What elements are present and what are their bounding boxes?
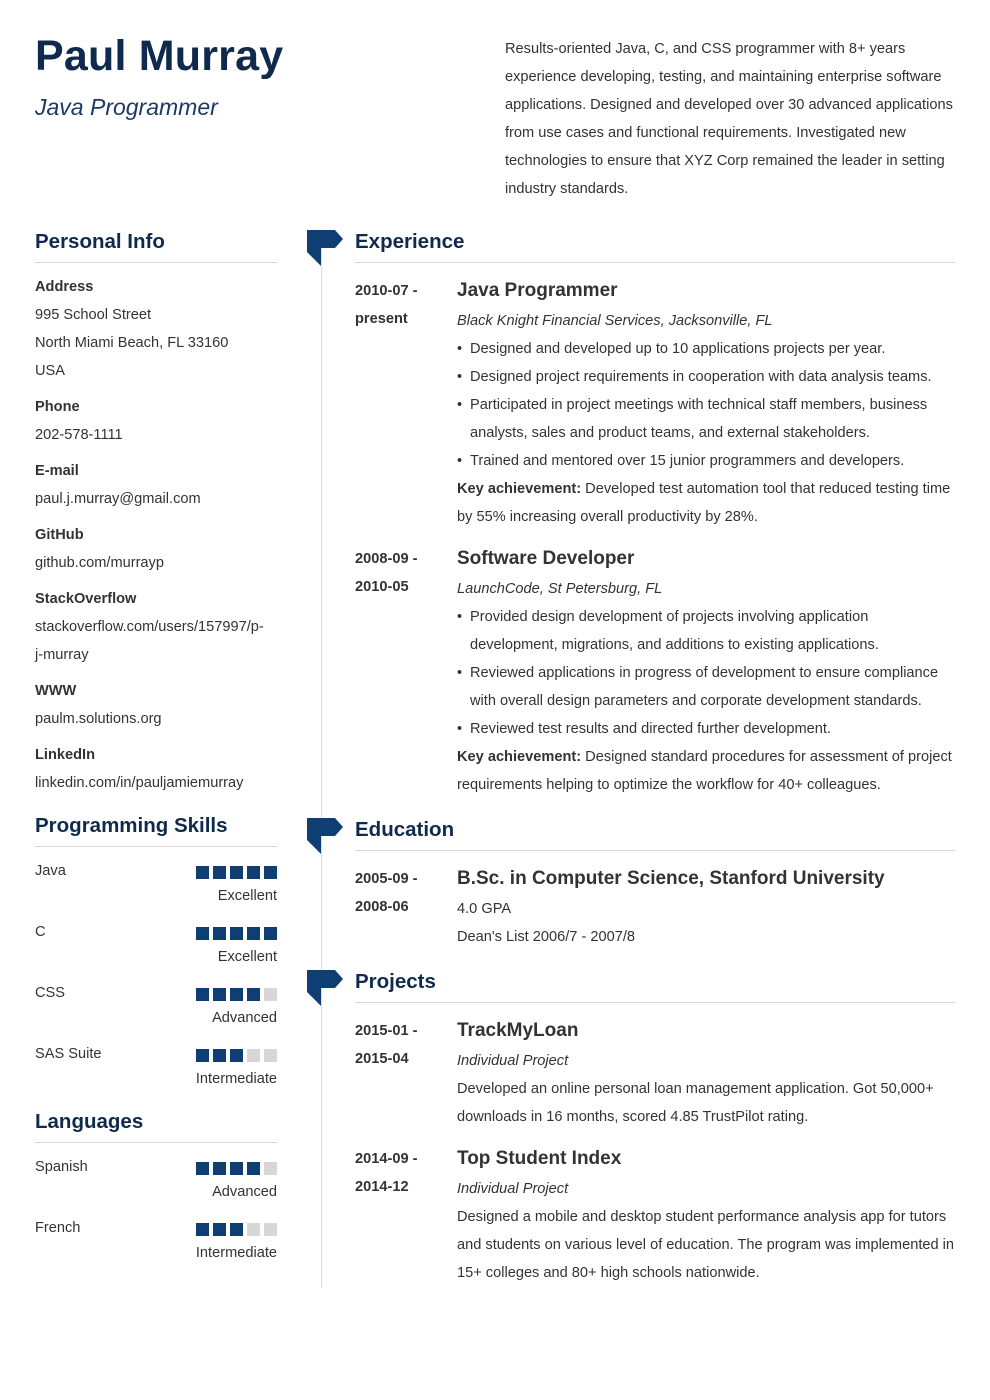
- skill-rating: [196, 927, 277, 940]
- projects-section: [355, 970, 955, 1003]
- project-type: Individual Project: [457, 1053, 569, 1069]
- rating-square-empty: [264, 988, 277, 1001]
- skill-level: Excellent: [217, 888, 277, 904]
- stackoverflow-link-line-1[interactable]: stackoverflow.com/users/157997/p-: [35, 619, 264, 635]
- date-end: present: [355, 311, 408, 327]
- personal-info-list: [35, 273, 277, 797]
- personal-info-section: [35, 230, 277, 263]
- language-name: French: [35, 1220, 81, 1236]
- summary-text: Results-oriented Java, C, and CSS programmer with 8+ years experience developing, testing, and maintaining enterprise software applications. Designed and developed over 30 advanced applications from use cases and functional requirements. Investigated new technologies to ensure that XYZ Corp remained the leader in setting industry standards.: [505, 41, 953, 197]
- education-flag-icon: [307, 818, 343, 854]
- rating-square-filled: [230, 988, 243, 1001]
- skill-item: [35, 983, 277, 1039]
- rating-square-filled: [247, 927, 260, 940]
- stackoverflow-label: StackOverflow: [35, 591, 137, 607]
- key-achievement-text: Designed standard procedures for assessment of project requirements helping to optimize the workflow for 40+ colleagues.: [457, 749, 952, 793]
- entry-body: [457, 1017, 955, 1131]
- rating-square-filled: [196, 1162, 209, 1175]
- gpa: 4.0 GPA: [457, 901, 512, 917]
- skill-name: SAS Suite: [35, 1046, 102, 1062]
- stackoverflow-link-line-2[interactable]: j-murray: [35, 647, 89, 663]
- rating-square-filled: [264, 927, 277, 940]
- projects-title: Projects: [355, 970, 436, 993]
- section-divider: [355, 262, 955, 263]
- date-end: 2010-05: [355, 579, 409, 595]
- candidate-role: Java Programmer: [35, 94, 218, 120]
- job-title: Java Programmer: [457, 280, 618, 301]
- languages-list: [35, 1157, 277, 1277]
- duties-list: [457, 603, 955, 743]
- www-label: WWW: [35, 683, 77, 699]
- key-achievement: [457, 475, 955, 531]
- entry-date: [355, 1017, 445, 1073]
- section-divider: [355, 1002, 955, 1003]
- github-label: GitHub: [35, 527, 84, 543]
- rating-square-filled: [196, 927, 209, 940]
- rating-square-filled: [247, 866, 260, 879]
- language-item: [35, 1218, 277, 1274]
- company: LaunchCode, St Petersburg, FL: [457, 581, 663, 597]
- language-rating: [196, 1162, 277, 1175]
- degree-title: B.Sc. in Computer Science, Stanford University: [457, 868, 885, 889]
- duty-item: • Participated in project meetings with technical staff members, business analysts, sales and product teams, and external stakeholders.: [457, 391, 955, 447]
- www-link[interactable]: paulm.solutions.org: [35, 711, 162, 727]
- rating-square-filled: [230, 927, 243, 940]
- key-achievement: [457, 743, 955, 799]
- skill-item: [35, 922, 277, 978]
- key-achievement-text: Developed test automation tool that reduced testing time by 55% increasing overall productivity by 28%.: [457, 481, 951, 525]
- duty-item: • Trained and mentored over 15 junior programmers and developers.: [457, 447, 955, 475]
- skill-name: C: [35, 924, 46, 940]
- rating-square-filled: [213, 1162, 226, 1175]
- address-line-2: North Miami Beach, FL 33160: [35, 335, 229, 351]
- education-title: Education: [355, 818, 455, 841]
- duty-item: • Designed project requirements in cooperation with data analysis teams.: [457, 363, 955, 391]
- language-name: Spanish: [35, 1159, 88, 1175]
- candidate-name: Paul Murray: [35, 32, 284, 80]
- address-line-1: 995 School Street: [35, 307, 152, 323]
- rating-square-filled: [196, 988, 209, 1001]
- skill-level: Intermediate: [195, 1071, 277, 1087]
- timeline-line: [321, 243, 322, 1288]
- duty-item: • Provided design development of projects involving application development, migrations, and additions to existing applications.: [457, 603, 955, 659]
- entry-date: [355, 1145, 445, 1201]
- honors: Dean's List 2006/7 - 2007/8: [457, 929, 636, 945]
- duties-list: [457, 335, 955, 475]
- entry-date: [355, 545, 445, 601]
- projects-flag-icon: [307, 970, 343, 1006]
- address-line-3: USA: [35, 363, 66, 379]
- duty-item: • Reviewed test results and directed further development.: [457, 715, 955, 743]
- rating-square-filled: [247, 988, 260, 1001]
- linkedin-label: LinkedIn: [35, 747, 95, 763]
- section-divider: [35, 262, 277, 263]
- phone-label: Phone: [35, 399, 80, 415]
- section-divider: [355, 850, 955, 851]
- rating-square-empty: [247, 1049, 260, 1062]
- rating-square-filled: [230, 1223, 243, 1236]
- skill-level: Excellent: [217, 949, 277, 965]
- rating-square-empty: [247, 1223, 260, 1236]
- entry-body: [457, 865, 955, 951]
- experience-flag-icon: [307, 230, 343, 266]
- entry-body: [457, 545, 955, 799]
- job-title: Software Developer: [457, 548, 635, 569]
- language-rating: [196, 1223, 277, 1236]
- rating-square-filled: [230, 1049, 243, 1062]
- language-item: [35, 1157, 277, 1213]
- rating-square-filled: [247, 1162, 260, 1175]
- skills-title: Programming Skills: [35, 814, 228, 837]
- personal-info-title: Personal Info: [35, 230, 165, 253]
- phone-value: 202-578-1111: [35, 427, 123, 443]
- section-divider: [35, 846, 277, 847]
- date-end: 2015-04: [355, 1051, 409, 1067]
- date-end: 2008-06: [355, 899, 409, 915]
- skill-name: CSS: [35, 985, 66, 1001]
- rating-square-empty: [264, 1162, 277, 1175]
- date-start: 2010-07 -: [355, 283, 418, 299]
- key-achievement-label: Key achievement:: [457, 749, 582, 765]
- entry-body: [457, 277, 955, 531]
- rating-square-filled: [213, 927, 226, 940]
- rating-square-filled: [196, 1049, 209, 1062]
- project-title: Top Student Index: [457, 1148, 622, 1169]
- skill-rating: [196, 1049, 277, 1062]
- project-title: TrackMyLoan: [457, 1020, 579, 1041]
- date-start: 2008-09 -: [355, 551, 418, 567]
- entry-date: [355, 277, 445, 333]
- skill-rating: [196, 988, 277, 1001]
- project-description: Developed an online personal loan management application. Got 50,000+ downloads in 16 months, scored 4.85 TrustPilot rating.: [457, 1081, 934, 1125]
- date-start: 2014-09 -: [355, 1151, 418, 1167]
- date-start: 2005-09 -: [355, 871, 418, 887]
- rating-square-empty: [264, 1049, 277, 1062]
- skill-item: [35, 1044, 277, 1100]
- rating-square-filled: [213, 1223, 226, 1236]
- rating-square-filled: [230, 866, 243, 879]
- rating-square-filled: [230, 1162, 243, 1175]
- skills-section: [35, 814, 277, 847]
- section-divider: [35, 1142, 277, 1143]
- rating-square-filled: [196, 866, 209, 879]
- date-end: 2014-12: [355, 1179, 409, 1195]
- rating-square-filled: [196, 1223, 209, 1236]
- language-level: Intermediate: [195, 1245, 277, 1261]
- date-start: 2015-01 -: [355, 1023, 418, 1039]
- email-label: E-mail: [35, 463, 79, 479]
- rating-square-filled: [213, 866, 226, 879]
- skill-name: Java: [35, 863, 66, 879]
- skills-list: [35, 861, 277, 1101]
- address-label: Address: [35, 279, 94, 295]
- company: Black Knight Financial Services, Jacksonville, FL: [457, 313, 773, 329]
- entry-body: [457, 1145, 955, 1287]
- skill-level: Advanced: [212, 1010, 277, 1026]
- rating-square-filled: [213, 1049, 226, 1062]
- email-value[interactable]: paul.j.murray@gmail.com: [35, 491, 201, 507]
- entry-date: [355, 865, 445, 921]
- project-type: Individual Project: [457, 1181, 569, 1197]
- duty-item: • Designed and developed up to 10 applications projects per year.: [457, 335, 955, 363]
- education-section: [355, 818, 955, 851]
- linkedin-link[interactable]: linkedin.com/in/pauljamiemurray: [35, 775, 244, 791]
- rating-square-filled: [213, 988, 226, 1001]
- language-level: Advanced: [212, 1184, 277, 1200]
- experience-section: [355, 230, 955, 263]
- experience-title: Experience: [355, 230, 465, 253]
- skill-item: [35, 861, 277, 917]
- skill-rating: [196, 866, 277, 879]
- rating-square-filled: [264, 866, 277, 879]
- languages-section: [35, 1110, 277, 1143]
- rating-square-empty: [264, 1223, 277, 1236]
- project-description: Designed a mobile and desktop student performance analysis app for tutors and students on various level of education. The program was implemented in 15+ colleges and 80+ high schools nationwide.: [457, 1209, 955, 1281]
- duty-item: • Reviewed applications in progress of development to ensure compliance with overall design parameters and corporate development standards.: [457, 659, 955, 715]
- github-link[interactable]: github.com/murrayp: [35, 555, 164, 571]
- key-achievement-label: Key achievement:: [457, 481, 582, 497]
- languages-title: Languages: [35, 1110, 144, 1133]
